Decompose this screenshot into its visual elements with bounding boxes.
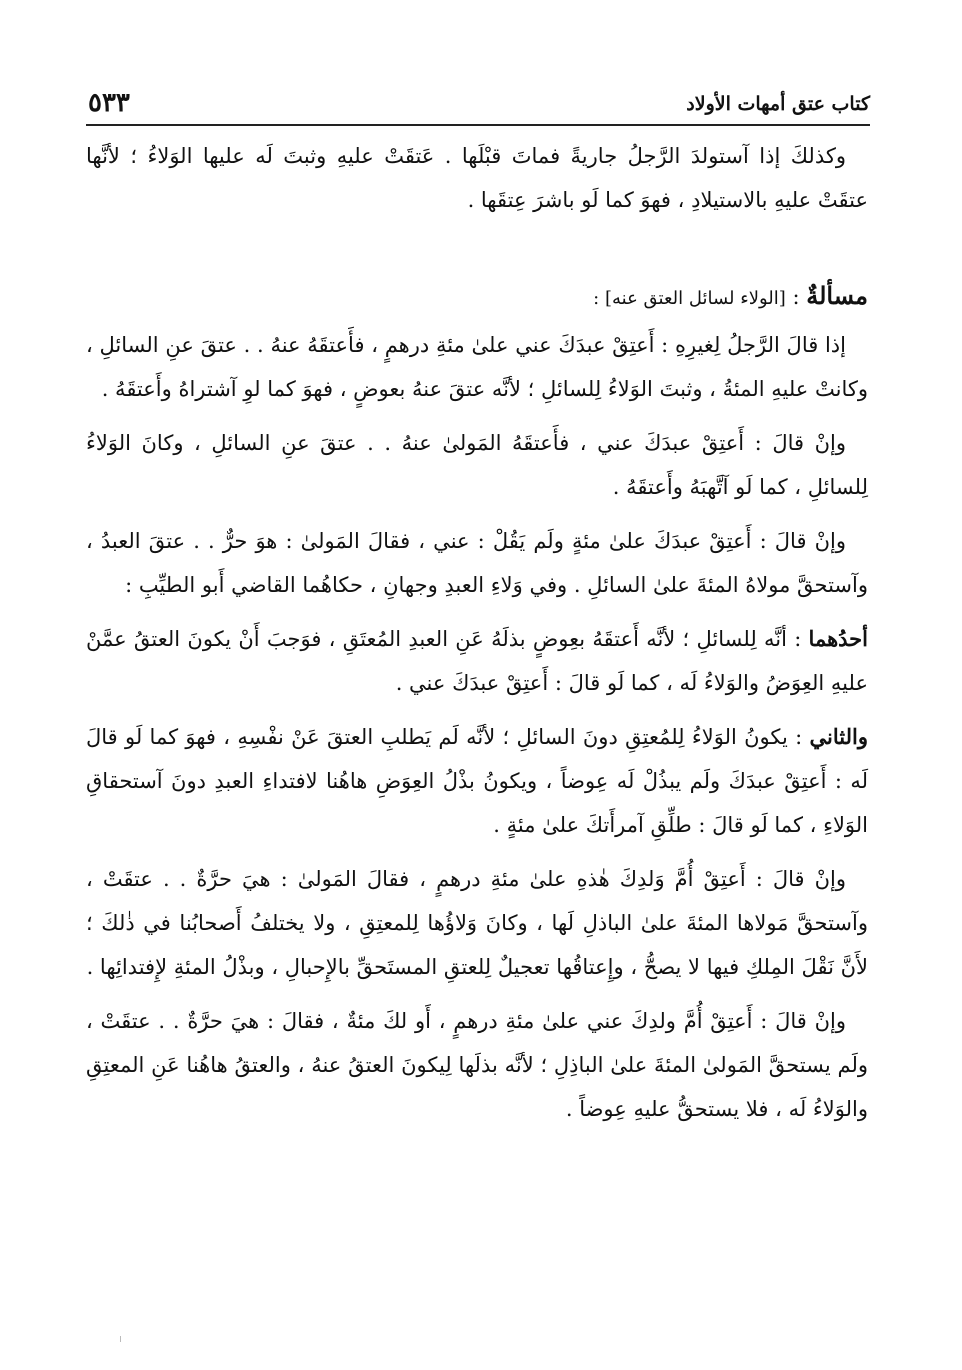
paragraph-1: وكذلكَ إذا آستولدَ الرَّجلُ جاريةً فماتَ قبْلَها . عَتقَتْ عليهِ وثبتَ لَه عليها الوَلاءُ ؛ لأنَّها عتقَتْ عليهِ بالاستيلادِ ، فهوَ كما لَو باشرَ عِتقَها .: [86, 144, 868, 212]
paragraph-7: وإنْ قالَ : أَعتِقْ أُمَّ وَلدِكَ هٰذهِ علىٰ مئةِ درهمٍ ، فقالَ المَولىٰ : هيَ حرَّةٌ . . عتقَتْ ، وآستحقَّ مَولاها المئةَ علىٰ الباذلِ لَها ، وكانَ وَلاؤُها لِلمعتِقِ ، ولا يختلفُ أَصحابُنا في ذٰلكَ ؛ لأَنَّ نَقْلَ المِلكِ فيها لا يصحُّ ، وإِعتاقُها تعجيلٌ لِلعتقِ المستَحقِّ بالإِحبالِ ، وبذْلُ المئةِ لإِفتدائِها .: [86, 867, 868, 979]
running-head: كتاب عتق أمهات الأولاد: [686, 93, 870, 115]
paragraph-8: وإنْ قالَ : أَعتِقْ أُمَّ ولدِكَ عني علىٰ مئةِ درهمٍ ، أَو لكَ مئةٌ ، فقالَ : هيَ حرَّةٌ . . عتقَتْ ، ولَم يستحقَّ المَولىٰ المئةَ علىٰ الباذِلِ ؛ لأنَّه بذلَها لِيكونَ العتقُ عنهُ ، والعتقُ هاهُنا عَنِ المعتِقِ والوَلاءُ لَه ، فلا يستحقُّ عليهِ عِوضاً .: [86, 1009, 868, 1121]
section-heading-separator: :: [785, 285, 807, 309]
margin-mark: [120, 1336, 121, 1342]
paragraph-6-lead: والثاني: [809, 724, 868, 749]
section-label: مسألةٌ: [806, 281, 868, 310]
paragraph-6-text: : يكونُ الوَلاءُ لِلمُعتِقِ دونَ السائلِ ؛ لأنَّه لَم يَطلبِ العتقَ عَنْ نفْسِهِ ، فهوَ كما لَو قالَ لَه : أَعتِقْ عبدَكَ ولَم يبذُلْ لَه عِوضاً ، ويكونُ بذْلُ العِوَضِ هاهُنا لافتداءِ العبدِ دونَ آستحقاقِ الوَلاءِ ، كما لَو قالَ : طلِّقِ آمرأَتكَ علىٰ مئةٍ .: [86, 725, 868, 837]
paragraph-2: إذا قالَ الرَّجلُ لِغيرِهِ : أَعتِقْ عبدَكَ عني علىٰ مئةِ درهمٍ ، فأَعتقَهُ عنهُ . . عتقَ عنِ السائلِ ، وكانتْ عليهِ المئةُ ، وثبتَ الوَلاءُ لِلسائلِ ؛ لأنَّه عتقَ عنهُ بعوضٍ ، فهوَ كما لوِ آشتراهُ وأَعتقَهُ .: [86, 333, 868, 401]
paragraph-5-text: : أنَّه لِلسائلِ ؛ لأنَّه أَعتقَهُ بعِوضٍ بذلَهُ عَنِ العبدِ المُعتَقِ ، فوَجبَ أَنْ يكونَ العتقُ عمَّنْ عليهِ العِوَضُ والوَلاءُ لَه ، كما لَو قالَ : أَعتِقْ عبدَكَ عني .: [86, 627, 868, 695]
page-number: ٥٣٣: [88, 88, 130, 118]
paragraph-5: [86, 617, 868, 705]
page-header: [88, 76, 870, 118]
paragraph-5-lead: أحدُهما: [808, 626, 868, 651]
paragraph-6: [86, 715, 868, 847]
paragraph-4: وإنْ قالَ : أَعتِقْ عبدَكَ علىٰ مئةٍ ولَم يَقُلْ : عني ، فقالَ المَولىٰ : هوَ حرٌّ . . عتقَ العبدُ ، وآستحقَّ مولاهُ المئةَ علىٰ السائلِ . وفي وَلاءِ العبدِ وجهانِ ، حكاهُما القاضي أَبو الطيِّبِ :: [86, 529, 868, 597]
paragraph-3: وإنْ قالَ : أَعتِقْ عبدَكَ عني ، فأَعتقَهُ المَولىٰ عنهُ . . عتقَ عنِ السائلِ ، وكانَ الوَلاءُ لِلسائلِ ، كما لَو آتَّهبَهُ وأَعتقَهُ .: [86, 431, 868, 499]
section-title: [الولاء لسائل العتق عنه] :: [593, 288, 786, 309]
section-heading: [86, 274, 868, 321]
page-body: [86, 134, 868, 1141]
header-rule: [86, 124, 870, 126]
